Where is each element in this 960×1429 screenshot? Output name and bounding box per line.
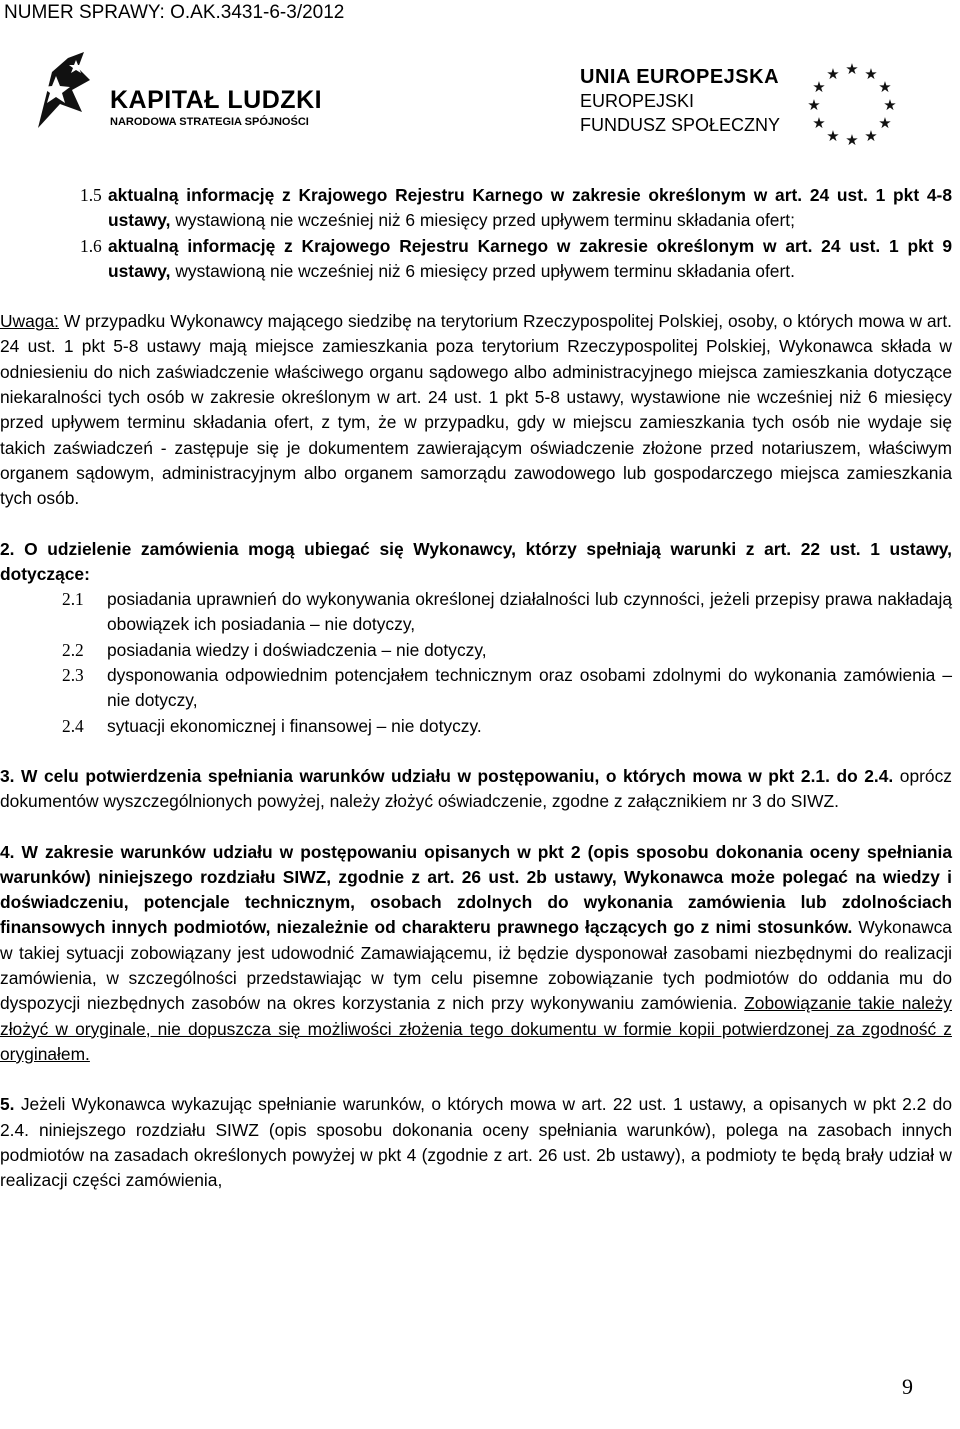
kapital-ludzki-title: KAPITAŁ LUDZKI: [110, 86, 323, 114]
section-2-heading: 2. O udzielenie zamówienia mogą ubiegać się Wykonawcy, którzy spełniają warunki z art. 22 ust. 1 ustawy, dotyczące:: [0, 538, 952, 584]
list-item-number: 1.5: [80, 185, 102, 205]
section-3-bold: 3. W celu potwierdzenia spełniania warunków udziału w postępowaniu, o których mowa w pkt 2.1. do 2.4.: [0, 765, 894, 786]
section-4-paragraph: [0, 840, 952, 1068]
list-item: [0, 234, 952, 285]
list-item-text: posiadania wiedzy i doświadczenia – nie dotyczy,: [107, 639, 487, 660]
note-label: Uwaga:: [0, 311, 59, 332]
list-item-text: wystawioną nie wcześniej niż 6 miesięcy przed upływem terminu składania ofert.: [170, 260, 795, 281]
svg-text:★: ★: [826, 65, 840, 83]
svg-text:★: ★: [878, 114, 892, 132]
svg-text:★: ★: [807, 96, 821, 114]
eu-logo-line1: UNIA EUROPEJSKA: [580, 66, 780, 88]
svg-text:★: ★: [878, 78, 892, 96]
section-4-underlined: Zobowiązanie takie należy złożyć w oryginale, nie dopuszcza się możliwości złożenia tego dokumentu w formie kopii potwierdzonej za zgodność z oryginałem.: [0, 993, 952, 1064]
document-body: [0, 183, 952, 1193]
svg-text:★: ★: [812, 78, 826, 96]
eu-logo-line2: EUROPEJSKI: [580, 91, 695, 111]
section-5-paragraph: [0, 1092, 952, 1193]
list-item: [0, 714, 952, 739]
svg-text:★: ★: [883, 96, 897, 114]
list-item-number: 2.1: [62, 589, 84, 610]
list-item: [0, 663, 952, 714]
list-item-text: wystawioną nie wcześniej niż 6 miesięcy przed upływem terminu składania ofert;: [170, 210, 795, 231]
svg-text:★: ★: [864, 127, 878, 145]
list-item: [0, 587, 952, 638]
section-5-text: Jeżeli Wykonawca wykazując spełnianie warunków, o których mowa w art. 22 ust. 1 ustawy, a opisanych w pkt 2.2 do 2.4. niniejszego rozdziału SIWZ (opis sposobu dokonania oceny spełniania warunków), polega na zasobach innych podmiotów na zasadach określonych powyżej w pkt 4 (zgodnie z art. 26 ust. 2b ustawy), a podmioty te będą brały udział w realizacji części zamówienia,: [0, 1094, 952, 1191]
case-number: NUMER SPRAWY: O.AK.3431-6-3/2012: [4, 2, 345, 23]
list-item-number: 2.2: [62, 639, 84, 660]
list-item-number: 2.3: [62, 665, 84, 686]
eu-logo: [580, 55, 925, 145]
eu-stars-icon: [802, 55, 902, 145]
eu-logo-line3: FUNDUSZ SPOŁECZNY: [580, 115, 781, 135]
eu-logo-text: [580, 65, 780, 137]
svg-text:★: ★: [864, 65, 878, 83]
list-item-text: sytuacji ekonomicznej i finansowej – nie dotyczy.: [107, 715, 482, 736]
list-item-bold-text: aktualną informację z Krajowego Rejestru Karnego w zakresie określonym w art. 24 ust. 1 pkt 9 ustawy,: [108, 235, 952, 281]
svg-text:★: ★: [812, 114, 826, 132]
list-item: [0, 183, 952, 234]
section-4-bold: 4. W zakresie warunków udziału w postępowaniu opisanych w pkt 2 (opis sposobu dokonania oceny spełniania warunków) niniejszego rozdziału SIWZ, zgodnie z art. 26 ust. 2b ustawy, Wykonawca może polegać na wiedzy i doświadczeniu, potencjale technicznym, osobach zdolnych do wykonania zamówienia lub zdolnościach finansowych innych podmiotów, niezależnie od charakteru prawnego łączących go z nimi stosunków.: [0, 841, 952, 938]
list-item-text: posiadania uprawnień do wykonywania określonej działalności lub czynności, jeżeli przepisy prawa nakładają obowiązek ich posiadania – nie dotyczy,: [107, 589, 952, 635]
kapital-ludzki-subtitle: NARODOWA STRATEGIA SPÓJNOŚCI: [110, 116, 309, 128]
list-item-bold-text: aktualną informację z Krajowego Rejestru Karnego w zakresie określonym w art. 24 ust. 1 pkt 4-8 ustawy,: [108, 185, 952, 231]
section-3-paragraph: [0, 764, 952, 815]
list-item: [0, 638, 952, 663]
svg-text:★: ★: [826, 127, 840, 145]
page-number: 9: [902, 1374, 913, 1399]
section-3-text: oprócz dokumentów wyszczególnionych powyżej, należy złożyć oświadczenie, zgodne z załącznikiem nr 3 do SIWZ.: [0, 765, 952, 812]
kapital-ludzki-logo: [32, 50, 332, 140]
section-4-text: Wykonawca w takiej sytuacji zobowiązany jest udowodnić Zamawiającemu, iż będzie dysponował zasobami niezbędnymi do realizacji zamówienia, w szczególności przedstawiając w tym celu pisemne zobowiązanie tych podmiotów do oddania mu do dyspozycji niezbędnych zasobów na okres korzystania z nich przy wykonywaniu zamówienia.: [0, 917, 952, 1014]
svg-text:★: ★: [845, 60, 859, 78]
list-item-number: 1.6: [80, 235, 102, 256]
list-item-number: 2.4: [62, 715, 84, 736]
kapital-ludzki-emblem-icon: [32, 50, 112, 130]
list-item-text: dysponowania odpowiednim potencjałem technicznym oraz osobami zdolnymi do wykonania zamówienia – nie dotyczy,: [107, 665, 952, 711]
note-paragraph: [0, 309, 952, 511]
note-text: W przypadku Wykonawcy mającego siedzibę na terytorium Rzeczypospolitej Polskiej, osoby, o których mowa w art. 24 ust. 1 pkt 5-8 ustawy mają miejsce zamieszkania poza terytorium Rzeczypospolitej Polskiej, Wykonawca składa w odniesieniu do nich zaświadczenie właściwego organu sądowego albo administracyjnego miejsca zamieszkania dotyczące niekaralności tych osób w zakresie określonym w art. 24 ust. 1 pkt 5-8 ustawy, wystawione nie wcześniej niż 6 miesięcy przed upływem terminu składania ofert, z tym, że w przypadku, gdy w miejscu zamieszkania tych osób nie wydaje się takich zaświadczeń - zastępuje się je dokumentem zawierającym oświadczenie złożone przed notariuszem, właściwym organem sądowym, administracyjnym albo organem samorządu zawodowego lub gospodarczego miejsca zamieszkania tych osób.: [0, 311, 952, 509]
section-5-number: 5.: [0, 1094, 15, 1115]
svg-text:★: ★: [845, 131, 859, 145]
